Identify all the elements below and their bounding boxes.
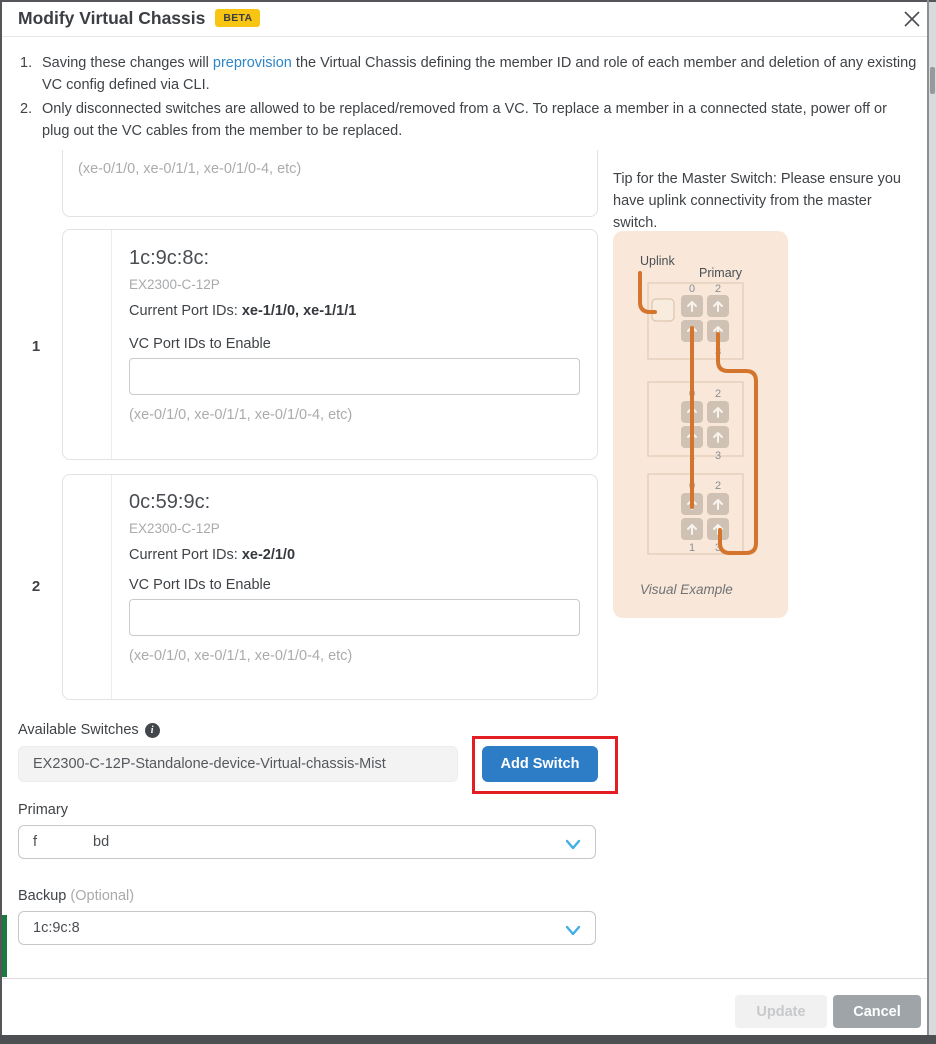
chevron-down-icon	[565, 923, 581, 941]
svg-text:1: 1	[688, 542, 696, 554]
member-1-vc-port-hint: (xe-0/1/0, xe-0/1/1, xe-0/1/0-4, etc)	[129, 407, 353, 423]
svg-text:3: 3	[714, 542, 722, 554]
available-switches-select[interactable]: EX2300-C-12P-Standalone-device-Virtual-chassis-Mist	[18, 746, 458, 782]
primary-switch-label: Primary	[699, 266, 743, 280]
backup-label: Backup (Optional)	[18, 888, 135, 904]
page-scrollbar-thumb[interactable]	[930, 67, 935, 94]
primary-value-part1: f	[33, 834, 38, 850]
page-scrollbar-track[interactable]	[929, 2, 936, 1035]
footer-divider	[2, 978, 927, 979]
primary-value-part2: bd	[93, 834, 110, 850]
card-divider	[111, 230, 112, 459]
add-switch-button[interactable]: Add Switch	[482, 746, 598, 782]
dialog-title: Modify Virtual Chassis	[18, 7, 206, 28]
preprovision-link[interactable]: preprovision	[212, 55, 292, 71]
note-2	[20, 98, 918, 142]
member-2-model: EX2300-C-12P	[129, 521, 220, 536]
member-1-vc-ports-label: VC Port IDs to Enable	[129, 336, 271, 352]
dialog-header	[0, 0, 927, 37]
member-card-2	[62, 474, 598, 700]
svg-text:2: 2	[714, 283, 722, 295]
visual-example-caption: Visual Example	[640, 582, 733, 597]
note-2-number: 2.	[20, 101, 33, 117]
member-2-vc-ports-label: VC Port IDs to Enable	[129, 577, 271, 593]
member-2-vc-port-hint: (xe-0/1/0, xe-0/1/1, xe-0/1/0-4, etc)	[129, 648, 353, 664]
svg-text:3: 3	[714, 346, 722, 358]
member-1-vc-ports-input[interactable]	[129, 358, 580, 395]
backup-value: 1c:9c:8	[33, 920, 80, 936]
uplink-port	[652, 299, 674, 321]
card-divider	[111, 475, 112, 699]
svg-text:3: 3	[714, 450, 722, 462]
backup-select[interactable]	[18, 911, 596, 945]
info-icon[interactable]: i	[145, 723, 160, 738]
dialog-notes	[20, 52, 918, 144]
frame-edge	[0, 0, 936, 2]
member-2-current-ports: Current Port IDs: xe-2/1/0	[129, 547, 296, 563]
background-page-strip	[2, 915, 7, 977]
member-1-mac: 1c:9c:8c:	[129, 247, 210, 269]
member-1-model: EX2300-C-12P	[129, 277, 220, 292]
member-1-index: 1	[31, 338, 41, 355]
member-card-1	[62, 229, 598, 460]
svg-text:2: 2	[714, 480, 722, 492]
primary-label: Primary	[18, 802, 68, 818]
member-2-vc-ports-input[interactable]	[129, 599, 580, 636]
master-switch-tip: Tip for the Master Switch: Please ensure you have uplink connectivity from the master switch.	[613, 171, 901, 231]
svg-text:1: 1	[688, 450, 696, 462]
member-2-mac: 0c:59:9c:	[129, 491, 211, 513]
note-1-text: Saving these changes will preprovision the Virtual Chassis defining the member ID and role of each member and deletion of any existing VC config defined via CLI.	[42, 55, 917, 93]
member-card-partial	[62, 150, 598, 217]
close-icon[interactable]	[901, 8, 923, 30]
svg-text:0: 0	[688, 283, 696, 295]
svg-text:0: 0	[688, 388, 696, 400]
frame-edge	[0, 1035, 936, 1044]
member-1-current-ports: Current Port IDs: xe-1/1/0, xe-1/1/1	[129, 303, 357, 319]
vc-port-hint: (xe-0/1/0, xe-0/1/1, xe-0/1/0-4, etc)	[78, 161, 302, 177]
svg-text:2: 2	[714, 388, 722, 400]
cancel-button[interactable]: Cancel	[833, 995, 921, 1028]
note-1	[20, 52, 918, 96]
note-1-number: 1.	[20, 55, 33, 71]
vc-cabling-diagram	[613, 231, 788, 618]
note-2-text: Only disconnected switches are allowed to be replaced/removed from a VC. To replace a member in a connected state, power off or plug out the VC cables from the member to be replaced.	[42, 101, 887, 139]
update-button[interactable]: Update	[735, 995, 827, 1028]
svg-text:0: 0	[688, 480, 696, 492]
member-2-index: 2	[31, 578, 41, 595]
primary-select[interactable]	[18, 825, 596, 859]
annotation-highlight-box	[472, 736, 618, 794]
frame-edge	[0, 0, 2, 1044]
uplink-label: Uplink	[640, 254, 675, 268]
chevron-down-icon	[565, 837, 581, 855]
backup-optional-suffix: (Optional)	[70, 888, 135, 904]
visual-example-panel	[613, 231, 788, 618]
available-switches-label: Available Switches i	[18, 722, 160, 738]
beta-badge: BETA	[215, 9, 260, 27]
